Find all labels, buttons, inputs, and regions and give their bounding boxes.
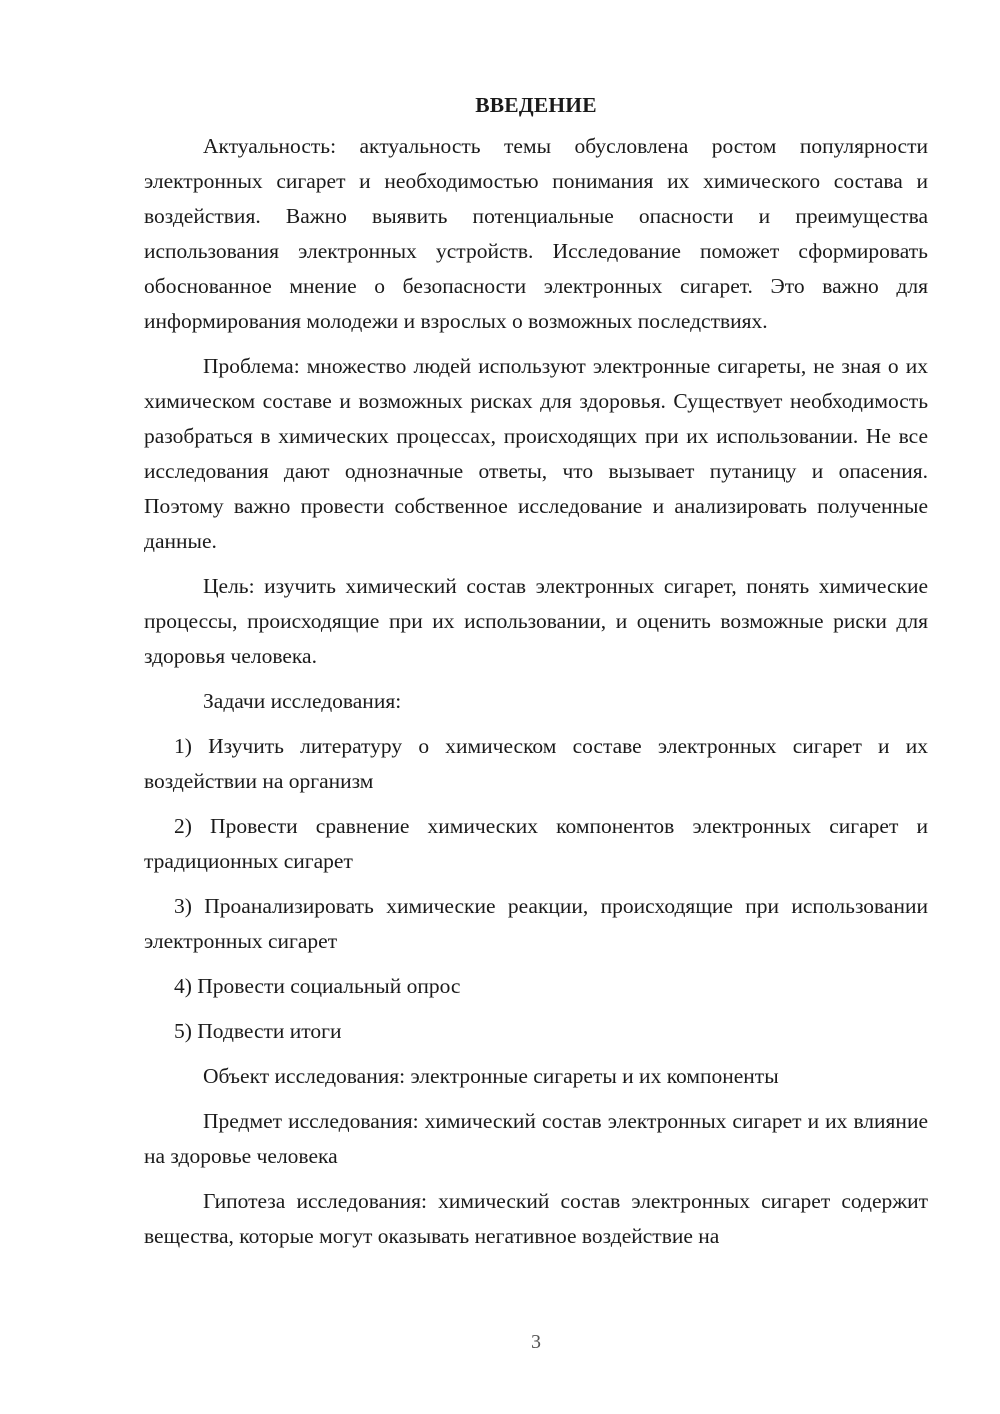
task-item-1: 1) Изучить литературу о химическом составе электронных сигарет и их воздействии на организм: [144, 734, 928, 793]
task-item-4: 4) Провести социальный опрос: [174, 974, 461, 998]
paragraph-tasks-heading: Задачи исследования:: [203, 689, 402, 713]
task-item-3: 3) Проанализировать химические реакции, происходящие при использовании электронных сигарет: [144, 894, 928, 953]
page-number: 3: [531, 1331, 541, 1353]
section-title: ВВЕДЕНИЕ: [475, 93, 597, 117]
task-item-2: 2) Провести сравнение химических компонентов электронных сигарет и традиционных сигарет: [144, 814, 928, 873]
paragraph-object: Объект исследования: электронные сигареты и их компоненты: [203, 1064, 779, 1088]
task-item-5: 5) Подвести итоги: [174, 1019, 342, 1043]
paragraph-subject: Предмет исследования: химический состав электронных сигарет и их влияние на здоровье человека: [144, 1109, 928, 1168]
paragraph-relevance: Актуальность: актуальность темы обусловлена ростом популярности электронных сигарет и необходимостью понимания их химического состава и воздействия. Важно выявить потенциальные опасности и преимущества использования электронных устройств. Исследование поможет сформировать обоснованное мнение о безопасности электронных сигарет. Это важно для информирования молодежи и взрослых о возможных последствиях.: [144, 134, 928, 333]
paragraph-problem: Проблема: множество людей используют электронные сигареты, не зная о их химическом составе и возможных рисках для здоровья. Существует необходимость разобраться в химических процессах, происходящих при их использовании. Не все исследования дают однозначные ответы, что вызывает путаницу и опасения. Поэтому важно провести собственное исследование и анализировать полученные данные.: [144, 354, 928, 553]
paragraph-hypothesis: Гипотеза исследования: химический состав электронных сигарет содержит вещества, которые могут оказывать негативное воздействие на: [144, 1189, 928, 1248]
document-page: [144, 88, 928, 1254]
paragraph-goal: Цель: изучить химический состав электронных сигарет, понять химические процессы, происходящие при их использовании, и оценить возможные риски для здоровья человека.: [144, 574, 928, 668]
